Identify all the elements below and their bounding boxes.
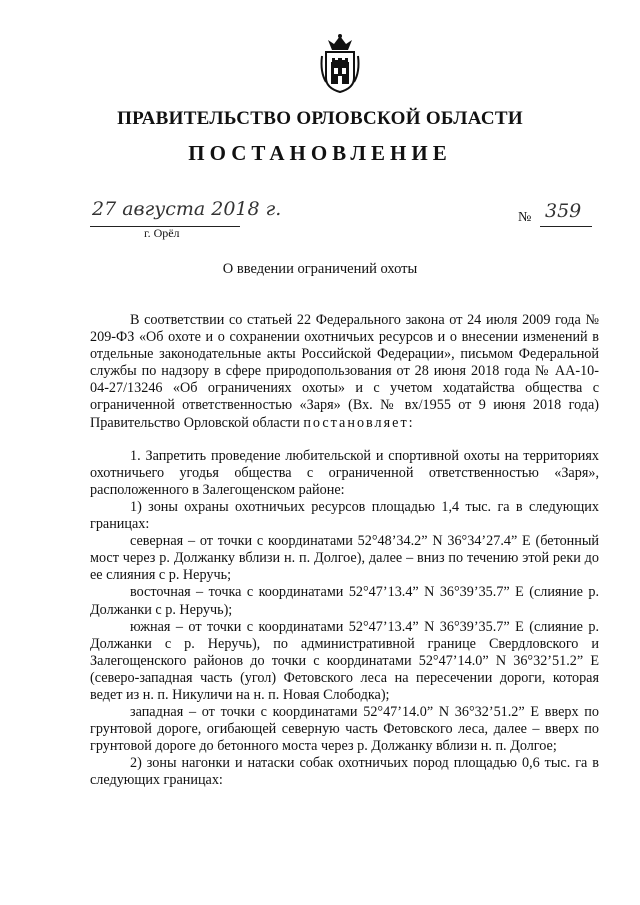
resolves-word: постановляет: [303, 414, 415, 431]
paragraph: 1) зоны охраны охотничьих ресурсов площадью 1,4 тыс. га в следующих границах: [90, 498, 599, 533]
preamble [90, 312, 599, 432]
paragraph: 2) зоны нагонки и натаски собак охотничьих пород площадью 0,6 тыс. га в следующих границах: [90, 755, 599, 789]
paragraph: южная – от точки с координатами 52°47’13.4” N 36°39’35.7” E (слияние р. Должанки с р. Неручь), по административной границе Свердловского и Залегощенского районов до точки с координатами 52°47’14.0” N 36°32’51.2” E (северо-западная часть (угол) Фетовского леса на пересечении дороги, которая ведет из н. п. Никуличи на н. п. Новая Слободка); [90, 618, 599, 703]
paragraph: восточная – точка с координатами 52°47’13.4” N 36°39’35.7” E (слияние р. Должанки с р. Неручь); [90, 584, 599, 618]
preamble-text: В соответствии со статьей 22 Федерального закона от 24 июля 2009 года № 209-ФЗ «Об охоте и о сохранении охотничьих ресурсов и о внесении изменений в отдельные законодательные акты Российской Федерации», письмом Федеральной службы по надзору в сфере природопользования от 28 июня 2018 года № АА-10-04-27/13246 «Об ограничениях охоты» и с учетом ходатайства общества с ограниченной ответственностью «Заря» (Вх. № вх/1955 от 9 июня 2018 года) Правительство Орловской области [90, 312, 599, 431]
paragraph: западная – от точки с координатами 52°47’14.0” N 36°32’51.2” E вверх по грунтовой дороге, огибающей северную часть Фетовского леса, далее – вверх по грунтовой дороге до бетонного моста через р. Должанку вблизи н. п. Долгое; [90, 704, 599, 755]
document-type: ПОСТАНОВЛЕНИЕ [188, 141, 452, 165]
paragraph: 1. Запретить проведение любительской и спортивной охоты на территориях охотничьего угодья общества с ограниченной ответственностью «Заря», расположенного в Залегощенском районе: [90, 447, 599, 498]
handwritten-date: 27 августа 2018 г. [92, 198, 282, 220]
government-title: ПРАВИТЕЛЬСТВО ОРЛОВСКОЙ ОБЛАСТИ [117, 108, 523, 129]
coat-of-arms-icon [318, 32, 362, 94]
paragraph: северная – от точки с координатами 52°48’34.2” N 36°34’27.4” E (бетонный мост через р. Должанку вблизи н. п. Долгое), далее – вниз по течению этой реки до ее слияния с р. Неручь; [90, 533, 599, 584]
document-body [90, 312, 599, 790]
number-label: № [518, 210, 532, 225]
handwritten-number: 359 [545, 200, 582, 222]
city: г. Орёл [144, 226, 180, 240]
number-underline [540, 226, 592, 227]
document-subject: О введении ограничений охоты [222, 261, 418, 277]
